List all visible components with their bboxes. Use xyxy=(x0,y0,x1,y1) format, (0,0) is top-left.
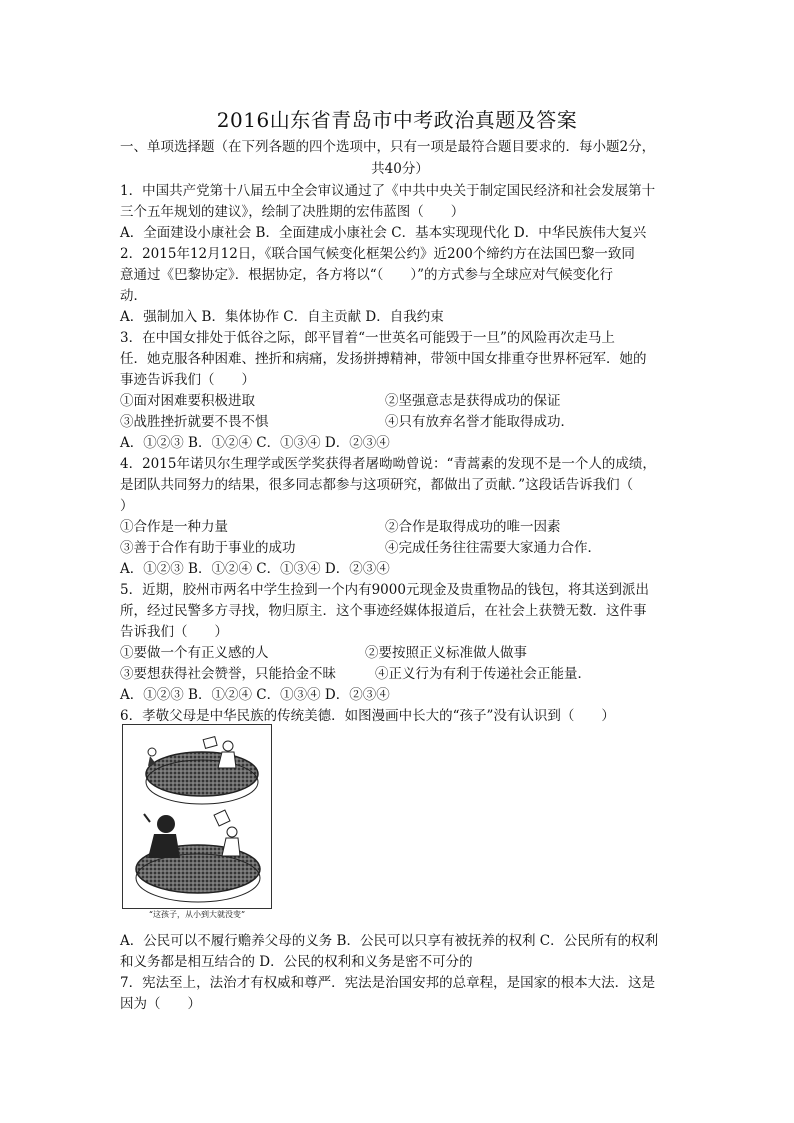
q5-statement-3: ③要想获得社会赞誉，只能拾金不昧 xyxy=(120,666,336,682)
q4-stem-cont: 是团队共同努力的结果，很多同志都参与这项研究，都做出了贡献．”这段话告诉我们（ xyxy=(120,477,634,493)
q6-options: A．公民可以不履行赡养父母的义务 B．公民可以只享有被抚养的权利 C．公民所有的权利 xyxy=(120,933,659,949)
q2-options: A．强制加入 B．集体协作 C．自主贡献 D．自我约束 xyxy=(120,309,444,325)
q1-stem-cont: 三个五年规划的建议》，绘制了决胜期的宏伟蓝图（ ） xyxy=(120,204,465,220)
q5-options: A．①②③ B．①②④ C．①③④ D．②③④ xyxy=(120,687,390,703)
q4-statement-3: ③善于合作有助于事业的成功 xyxy=(120,540,296,556)
q6-stem: 6．孝敬父母是中华民族的传统美德．如图漫画中长大的“孩子”没有认识到（ ） xyxy=(120,708,615,724)
q5-stem-end: 告诉我们（ ） xyxy=(120,624,228,640)
q3-statement-4: ④只有放弃名誉才能取得成功． xyxy=(385,414,574,430)
q4-stem-end: ） xyxy=(120,498,134,514)
q3-stem-cont: 任．她克服各种困难、挫折和病痛，发扬拼搏精神，带领中国女排重夺世界杯冠军．她的 xyxy=(120,351,647,367)
q3-statement-2: ②坚强意志是获得成功的保证 xyxy=(385,393,561,409)
q4-statement-1: ①合作是一种力量 xyxy=(120,519,228,535)
q7-stem: 7．宪法至上，法治才有权威和尊严．宪法是治国安邦的总章程，是国家的根本大法．这是 xyxy=(120,975,656,991)
page-title: 2016山东省青岛市中考政治真题及答案 xyxy=(216,108,578,132)
q1-stem: 1．中国共产党第十八届五中全会审议通过了《中共中央关于制定国民经济和社会发展第十 xyxy=(120,183,656,199)
q3-statement-3: ③战胜挫折就要不畏不惧 xyxy=(120,414,269,430)
q6-options-cont: 和义务都是相互结合的 D．公民的权利和义务是密不可分的 xyxy=(120,954,473,970)
q5-statement-4: ④正义行为有利于传递社会正能量． xyxy=(375,666,591,682)
section-heading: 一、单项选择题（在下列各题的四个选项中，只有一项是最符合题目要求的．每小题2分， xyxy=(120,139,656,155)
q5-statement-1: ①要做一个有正义感的人 xyxy=(120,645,269,661)
q4-statement-4: ④完成任务往往需要大家通力合作． xyxy=(385,540,601,556)
q3-stem-end: 事迹告诉我们（ ） xyxy=(120,372,255,388)
cartoon-caption: “这孩子，从小到大就没变” xyxy=(148,910,246,919)
q5-stem: 5．近期，胶州市两名中学生捡到一个内有9000元现金及贵重物品的钱包，将其送到派出 xyxy=(120,582,649,598)
q2-stem: 2．2015年12月12日，《联合国气候变化框架公约》近200个缔约方在法国巴黎一致同 xyxy=(120,246,635,262)
q1-options: A．全面建设小康社会 B．全面建成小康社会 C．基本实现现代化 D．中华民族伟大复兴 xyxy=(120,225,647,241)
cartoon-illustration xyxy=(122,724,272,920)
q4-options: A．①②③ B．①②④ C．①③④ D．②③④ xyxy=(120,561,390,577)
q4-stem: 4．2015年诺贝尔生理学或医学奖获得者屠呦呦曾说：“青蒿素的发现不是一个人的成绩， xyxy=(120,456,656,472)
q2-stem-cont: 意通过《巴黎协定》．根据协定，各方将以“（ ）”的方式参与全球应对气候变化行 xyxy=(120,267,614,283)
q3-statement-1: ①面对困难要积极进取 xyxy=(120,393,255,409)
q5-stem-cont: 所，经过民警多方寻找，物归原主．这个事迹经媒体报道后，在社会上获赞无数．这件事 xyxy=(120,603,647,619)
section-heading-cont: 共40分） xyxy=(371,161,429,177)
q2-stem-end: 动． xyxy=(120,288,147,304)
q7-stem-cont: 因为（ ） xyxy=(120,996,201,1012)
q4-statement-2: ②合作是取得成功的唯一因素 xyxy=(385,519,561,535)
q3-options: A．①②③ B．①②④ C．①③④ D．②③④ xyxy=(120,435,390,451)
cartoon-image xyxy=(122,724,272,920)
q3-stem: 3．在中国女排处于低谷之际，郎平冒着“一世英名可能毁于一旦”的风险再次走马上 xyxy=(120,330,615,346)
q5-statement-2: ②要按照正义标准做人做事 xyxy=(365,645,527,661)
